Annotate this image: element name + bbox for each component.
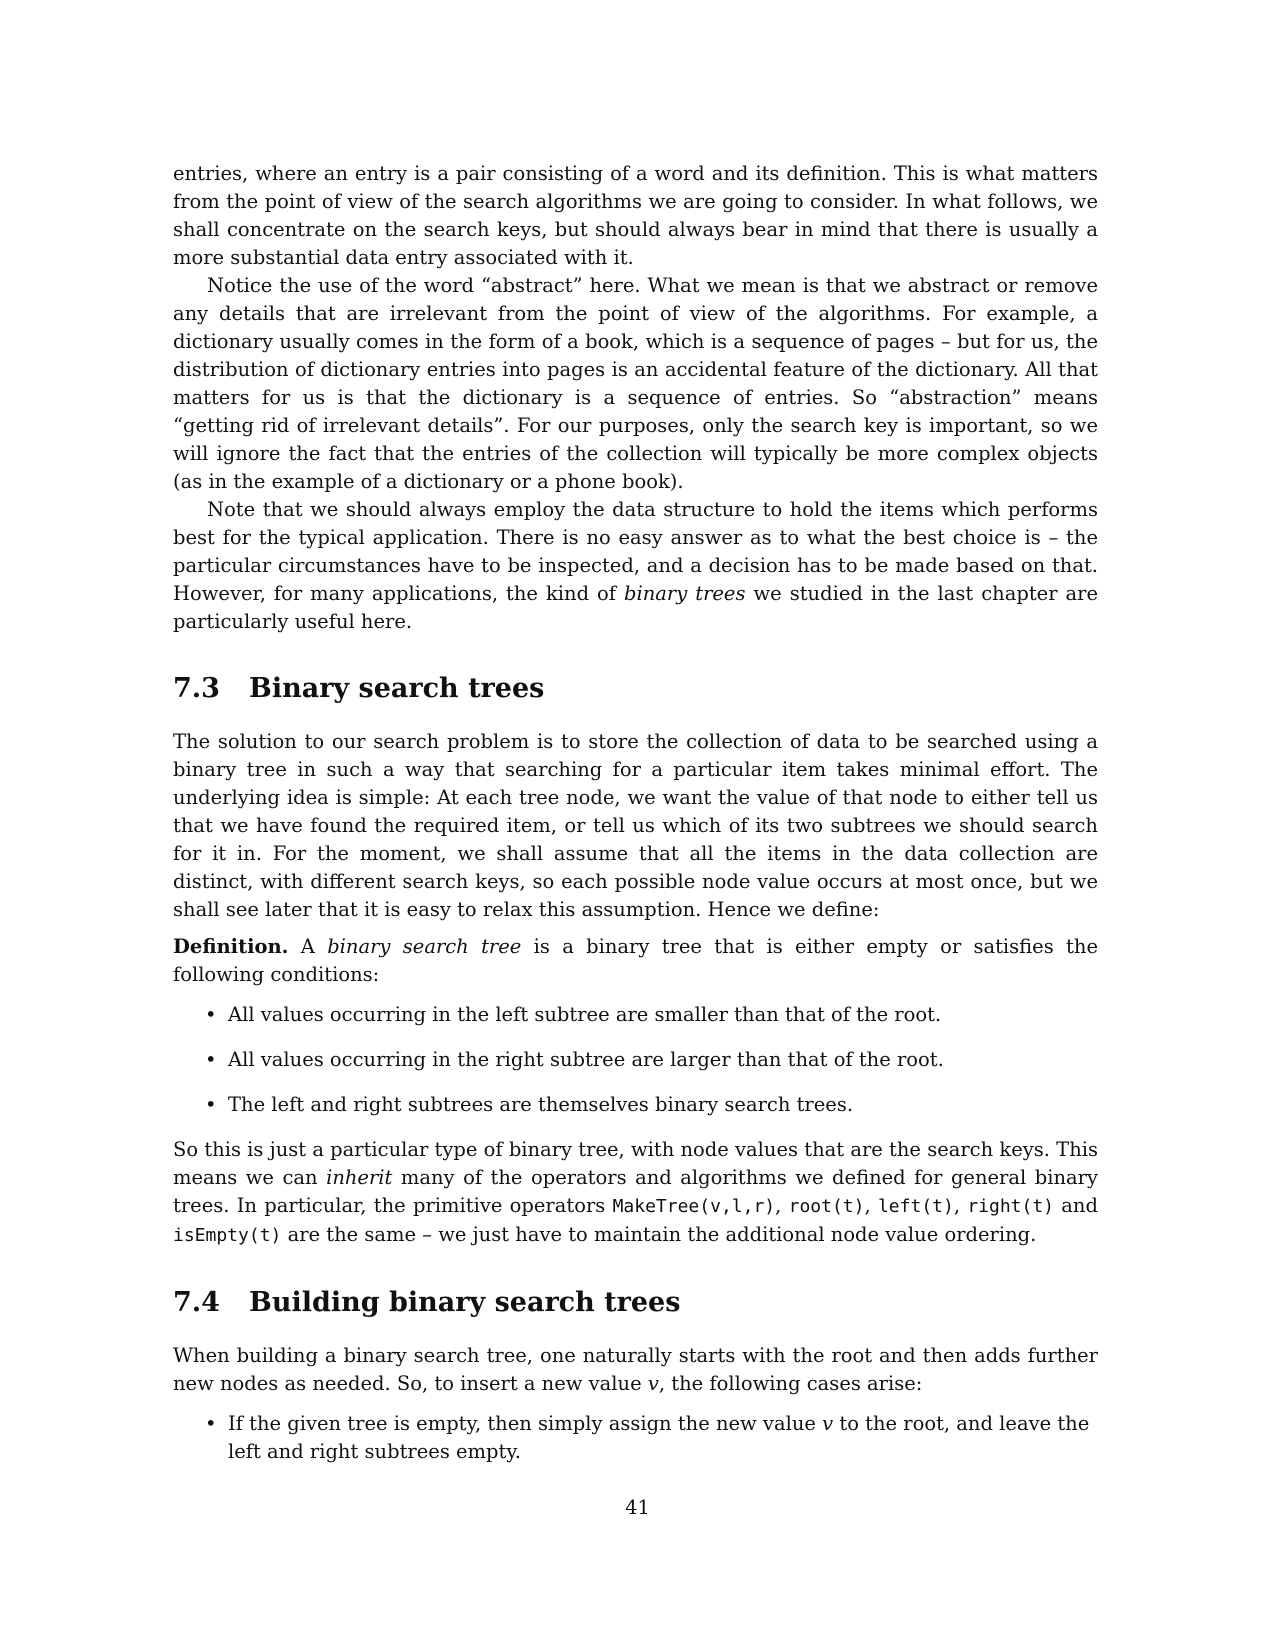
code-right: right(t) (967, 1196, 1055, 1217)
text-run: , (864, 1194, 878, 1217)
list-item-text: All values occurring in the left subtree are smaller than that of the root. (228, 1003, 942, 1026)
section-heading-7-4 (173, 1286, 1098, 1320)
code-maketree: MakeTree(v,l,r) (612, 1196, 776, 1217)
section-title: Binary search trees (249, 673, 545, 704)
list-item (173, 1091, 1098, 1119)
list-item (173, 1410, 1098, 1466)
section-heading-7-3 (173, 672, 1098, 706)
text-run: A (288, 935, 328, 958)
list-item-text: The left and right subtrees are themselves binary search trees. (228, 1093, 854, 1116)
text-run: are the same – we just have to maintain the additional node value ordering. (281, 1223, 1037, 1246)
math-v: v (822, 1412, 834, 1435)
code-left: left(t) (877, 1196, 954, 1217)
list-item-text: All values occurring in the right subtree are larger than that of the root. (228, 1048, 944, 1071)
emphasis-inherit: inherit (326, 1166, 393, 1189)
code-root: root(t) (788, 1196, 865, 1217)
bullet-icon: • (205, 1048, 217, 1071)
bullet-icon: • (205, 1003, 217, 1026)
section-number: 7.4 (173, 1287, 220, 1318)
section-title: Building binary search trees (249, 1287, 681, 1318)
paragraph-entries: entries, where an entry is a pair consisting of a word and its definition. This is what matters from the point of view of the search algorithms we are going to consider. In what follows, we shall concentrate on the search keys, but should always bear in mind that there is usually a more substantial data entry associated with it. (173, 162, 1098, 269)
text-run: to the root, and leave the left and right subtrees empty. (228, 1412, 1090, 1463)
text-run: When building a binary search tree, one naturally starts with the root and then adds further new nodes as needed. So, to insert a new value (173, 1344, 1098, 1395)
insert-cases-list (173, 1410, 1098, 1466)
code-isempty: isEmpty(t) (173, 1225, 282, 1246)
paragraph-abstract: Notice the use of the word “abstract” here. What we mean is that we abstract or remove any details that are irrelevant from the point of view of the algorithms. For example, a dictionary usually comes in the form of a book, which is a sequence of pages – but for us, the distribution of dictionary entries into pages is an accidental feature of the dictionary. All that matters for us is that the dictionary is a sequence of entries. So “abstraction” means “getting rid of irrelevant details”. For our purposes, only the search key is important, so we will ignore the fact that the entries of the collection will typically be more complex objects (as in the example of a dictionary or a phone book). (173, 274, 1098, 493)
list-item (173, 1001, 1098, 1029)
definition-label: Definition. (173, 935, 289, 958)
text-run: Note that we should always employ the data structure to hold the items which performs best for the typical application. There is no easy answer as to what the best choice is – the particular circumstances have to be inspected, and a decision has to be made based on that. However, for many applications, the kind of (173, 498, 1098, 605)
emphasis-binary-trees: binary trees (624, 582, 746, 605)
text-run: , (775, 1194, 789, 1217)
paragraph-inherit (173, 1136, 1098, 1250)
section-number: 7.3 (173, 673, 220, 704)
text-run: So this is just a particular type of binary tree, with node values that are the search keys. This means we can (173, 1138, 1098, 1189)
text-run: and (1054, 1194, 1098, 1217)
bullet-icon: • (205, 1412, 217, 1435)
text-run: If the given tree is empty, then simply assign the new value (228, 1412, 823, 1435)
paragraph-solution: The solution to our search problem is to store the collection of data to be searched using a binary tree in such a way that searching for a particular item takes minimal effort. The underlying idea is simple: At each tree node, we want the value of that node to either tell us that we have found the required item, or tell us which of its two subtrees we should search for it in. For the moment, we shall assume that all the items in the data collection are distinct, with different search keys, so each possible node value occurs at most once, but we shall see later that it is easy to relax this assumption. Hence we define: (173, 730, 1098, 921)
text-run: is a binary tree that is either empty or satisfies the following conditions: (173, 935, 1098, 986)
definition-paragraph (173, 933, 1098, 989)
definition-conditions-list (173, 1001, 1098, 1119)
bullet-icon: • (205, 1093, 217, 1116)
text-run: , (953, 1194, 968, 1217)
page-body (173, 160, 1098, 1483)
list-item (173, 1046, 1098, 1074)
paragraph-data-structure (173, 496, 1098, 636)
text-run: we studied in the last chapter are particularly useful here. (173, 582, 1099, 633)
page-number: 41 (625, 1496, 650, 1519)
paragraph-building (173, 1342, 1098, 1398)
emphasis-binary-search-tree: binary search tree (327, 935, 522, 958)
text-run: many of the operators and algorithms we defined for general binary trees. In particular, the primitive operators (173, 1166, 1098, 1217)
math-v: v (647, 1372, 659, 1395)
text-run: , the following cases arise: (658, 1372, 923, 1395)
